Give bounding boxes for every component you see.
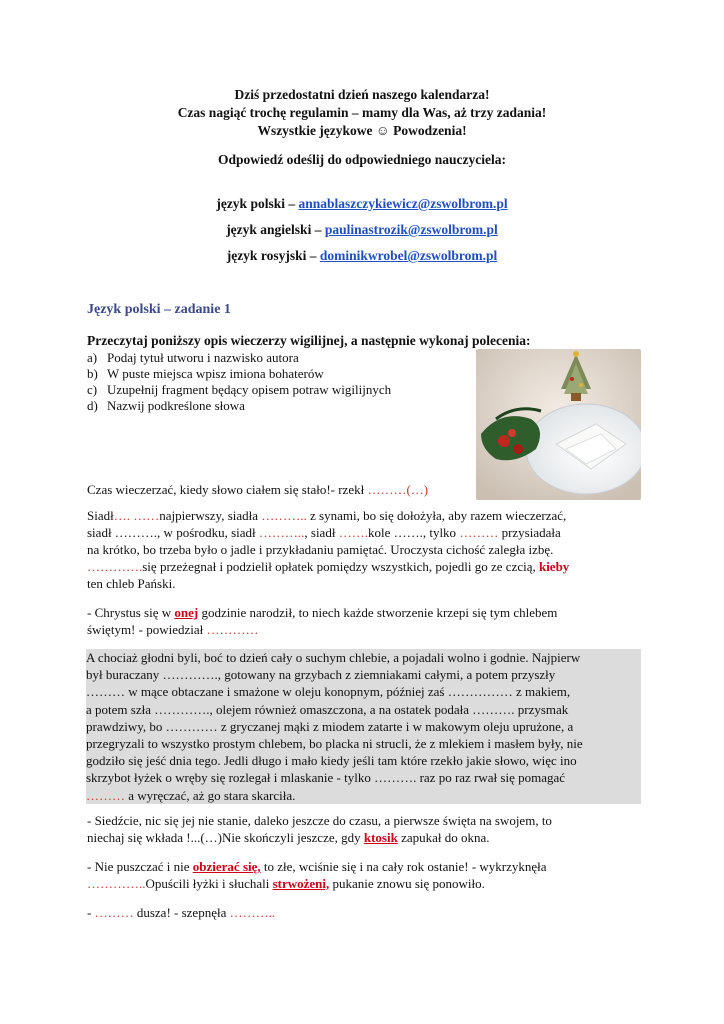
paragraph-2: [87, 507, 640, 592]
line: skrzybot łyżek o wręby się rozlegał i mlaskanie - tylko ………. raz po raz rwał się pomagać: [86, 770, 566, 786]
underlined-word: ktosik: [363, 830, 398, 845]
line: ten chleb Pański.: [87, 576, 176, 591]
line: ……… w mące obtaczane i smażone w oleju konopnym, później zaś …………… z makiem,: [86, 684, 571, 700]
instruction: Przeczytaj poniższy opis wieczerzy wigilijnej, a następnie wykonaj polecenia:: [87, 333, 531, 348]
blank-dots: ………(…): [367, 482, 429, 497]
photo-illustration: [476, 349, 641, 500]
paragraph-3: [87, 604, 640, 638]
line: prawdziwy, bo ………… z gryczanej mąki z miodem zatarte i w makowym oleju uprużone, a: [86, 718, 574, 734]
line: [87, 829, 640, 846]
blank-dots: …………: [206, 622, 259, 637]
text: Czas wieczerzać, kiedy słowo ciałem się stało!- rzekł: [87, 482, 368, 497]
blank-dots: ………: [94, 905, 134, 920]
food-description-block: [86, 649, 641, 804]
email-link-polish[interactable]: annablaszczykiewicz@zswolbrom.pl: [298, 196, 508, 211]
line: A chociaż głodni byli, boć to dzień cały o suchym chlebie, a pojadali wolno i godnie. Najpierw: [86, 650, 581, 665]
email-link-russian[interactable]: dominikwrobel@zswolbrom.pl: [319, 248, 498, 263]
line: - Siedźcie, nic się jej nie stanie, daleko jeszcze do czasu, a pierwsze święta na swojem, to: [87, 813, 552, 828]
text: a wyręczać, aż go stara skarciła.: [125, 787, 296, 803]
line: [87, 524, 640, 541]
task-text: W puste miejsca wpisz imiona bohaterów: [107, 366, 324, 381]
line: [87, 621, 640, 638]
line: [87, 604, 640, 621]
task-text: Podaj tytuł utworu i nazwisko autora: [107, 350, 299, 365]
line: [87, 858, 640, 875]
blank-dots: ………..: [258, 525, 305, 540]
task-item: [87, 398, 391, 414]
blank-dots: ………..: [261, 508, 307, 523]
text: - Nie puszczać i nie: [87, 859, 193, 874]
text: godzinie narodził, to niech każde stworzenie krzepi się tym chlebem: [198, 605, 558, 620]
text: -: [87, 905, 95, 920]
highlighted-word: kieby: [538, 559, 570, 574]
line: godziło się jeść dnia tego. Jedli długo i mało kiedy jeśli tam które rzekło jakie słowo, więc ino: [86, 753, 577, 769]
task-item: [87, 366, 391, 382]
contact-polish: [0, 196, 724, 212]
blank-dots: ………..: [229, 905, 276, 920]
task-text: Nazwij podkreślone słowa: [107, 398, 245, 413]
text: siadł ………., w pośrodku, siadł: [87, 525, 259, 540]
blank-dots: …. ……: [113, 508, 160, 523]
header-line-2: Czas nagiąć trochę regulamin – mamy dla Was, aż trzy zadania!: [177, 105, 547, 120]
task-letter: d): [87, 398, 98, 413]
text: świętym! - powiedział: [87, 622, 207, 637]
paragraph-1: [87, 481, 640, 498]
text: , siadł: [304, 525, 339, 540]
line: przegryzali to wszystko prostym chlebem, bo placka ni strucli, że z mlekiem i masłem były, nie: [86, 736, 583, 752]
text: Siadł: [87, 508, 114, 523]
text: dusza! - szepnęła: [133, 905, 230, 920]
text: - Chrystus się w: [87, 605, 175, 620]
paragraph-5: [87, 812, 640, 846]
blank-dots: …………..: [87, 876, 146, 891]
line: na krótko, bo trzeba było o jadle i przykładaniu pamiętać. Uroczysta cichość zaległa izbę.: [87, 542, 554, 557]
text: to złe, wciśnie się i na cały rok ostanie! - wykrzyknęła: [260, 859, 547, 874]
text: zapukał do okna.: [397, 830, 490, 845]
text: najpierwszy, siadła: [159, 508, 262, 523]
paragraph-7: [87, 904, 640, 921]
blank-dots: ………….: [87, 559, 143, 574]
line: był buraczany …………., gotowany na grzybach z ziemniakami całymi, a potem przyszły: [86, 667, 556, 683]
blank-dots: …….: [338, 525, 368, 540]
underlined-word: obzierać się,: [192, 859, 261, 874]
underlined-word: onej: [174, 605, 199, 620]
text: niechaj się wkłada !...(…)Nie skończyli jeszcze, gdy: [87, 830, 364, 845]
email-link-english[interactable]: paulinastrozik@zswolbrom.pl: [324, 222, 498, 237]
contact-label: język angielski –: [226, 222, 325, 237]
header-line-4: Odpowiedź odeślij do odpowiedniego nauczyciela:: [217, 152, 506, 167]
text: z synami, bo się dołożyła, aby razem wieczerzać,: [306, 508, 567, 523]
task-list: [87, 350, 391, 414]
contact-english: [0, 222, 724, 238]
line: [87, 875, 640, 892]
text: pukanie znowu się ponowiło.: [329, 876, 485, 891]
task-item: [87, 350, 391, 366]
christmas-table-photo: [476, 349, 641, 500]
contact-label: język rosyjski –: [226, 248, 320, 263]
paragraph-6: [87, 858, 640, 892]
blank-dots: ………: [459, 525, 499, 540]
text: Opuścili łyżki i słuchali: [145, 876, 273, 891]
section-title: Język polski – zadanie 1: [87, 302, 231, 317]
header-line-3: Wszystkie językowe ☺ Powodzenia!: [257, 123, 467, 138]
task-letter: c): [87, 382, 98, 397]
underlined-word: strwożeni,: [272, 876, 330, 891]
line: [86, 787, 641, 804]
task-text: Uzupełnij fragment będący opisem potraw wigilijnych: [107, 382, 392, 397]
line: a potem szła …………., olejem również omaszczona, a na ostatek podała ………. przysmak: [86, 701, 569, 717]
contact-label: język polski –: [216, 196, 299, 211]
text: kole ……., tylko: [367, 525, 460, 540]
contact-russian: [0, 248, 724, 264]
line: [87, 507, 640, 524]
task-item: [87, 382, 391, 398]
task-letter: b): [87, 366, 98, 381]
text: się przeżegnał i podzielił opłatek pomiędzy wszystkich, pojedli go ze czcią,: [142, 559, 539, 574]
text: przysiadała: [498, 525, 561, 540]
blank-dots: ………: [86, 787, 125, 803]
header-line-1: Dziś przedostatni dzień naszego kalendarza!: [234, 87, 490, 102]
line: [87, 558, 640, 575]
task-letter: a): [87, 350, 98, 365]
